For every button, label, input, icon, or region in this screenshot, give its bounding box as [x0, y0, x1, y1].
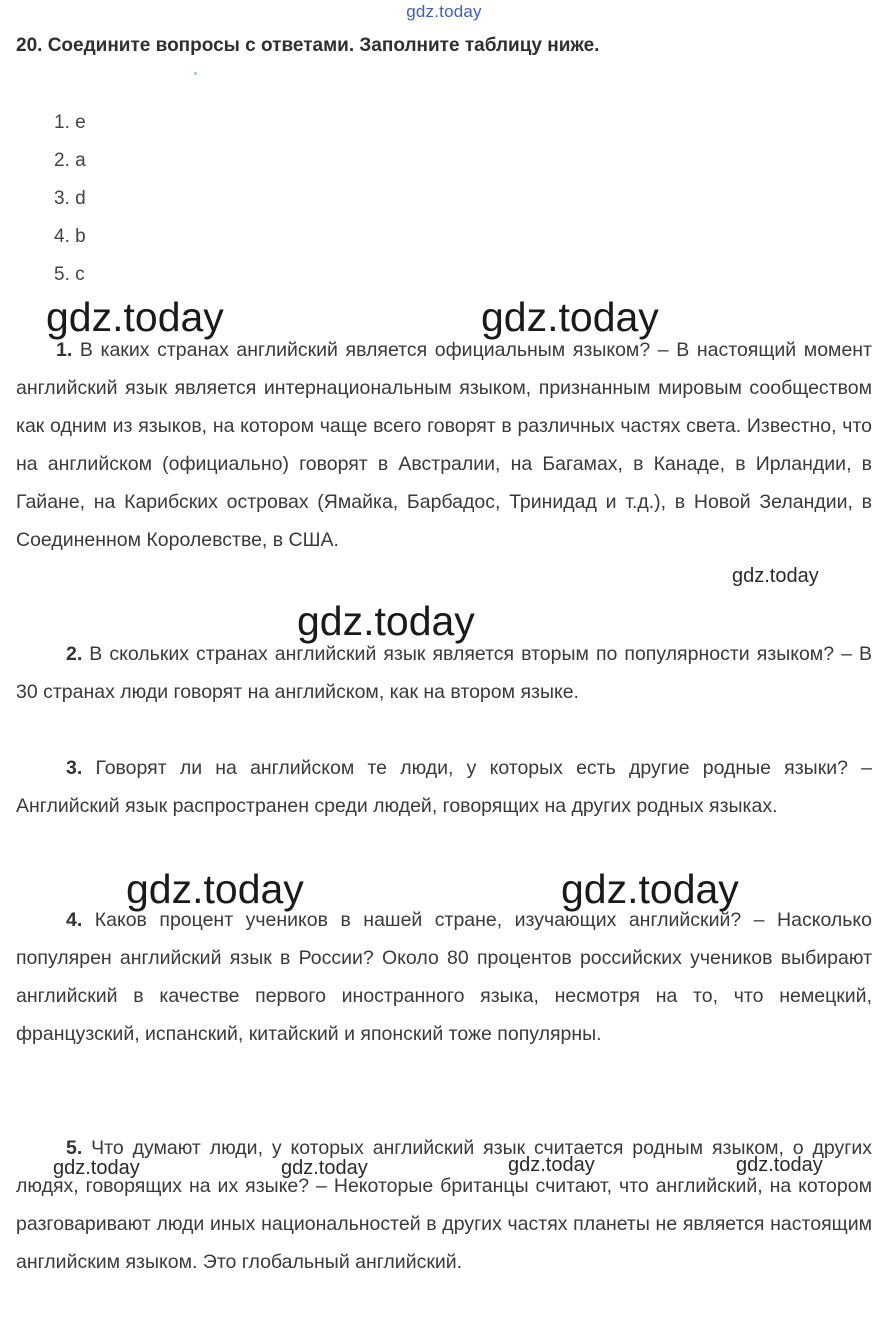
- answer-item: 3. d: [54, 188, 86, 209]
- answer-list: [54, 109, 86, 299]
- exercise-heading: 20. Соедините вопросы с ответами. Заполните таблицу ниже.: [16, 35, 600, 56]
- watermark: gdz.today: [126, 866, 304, 912]
- answer-paragraph-2: [16, 635, 872, 711]
- paragraph-text: В каких странах английский является официальным языком? – В настоящий момент английский язык является интернациональным языком, признанным мировым сообществом как одним из языков, на котором чаще всего говорят в различных частях света. Известно, что на английском (официально) говорят в Австралии, на Багамах, в Канаде, в Ирландии, в Гайане, на Карибских островах (Ямайка, Барбадос, Тринидад и т.д.), в Новой Зеландии, в Соединенном Королевстве, в США.: [16, 339, 872, 551]
- answer-paragraph-4: [16, 901, 872, 1053]
- paragraph-text: Говорят ли на английском те люди, у которых есть другие родные языки? – Английский язык распространен среди людей, говорящих на других родных языках.: [16, 757, 872, 817]
- watermark: gdz.today: [561, 866, 739, 912]
- paragraph-number: 2.: [66, 643, 83, 665]
- watermark: gdz.today: [53, 1157, 140, 1179]
- watermark-top: gdz.today: [406, 2, 482, 21]
- answer-paragraph-1: [16, 331, 872, 559]
- paragraph-number: 3.: [66, 757, 83, 779]
- watermark: gdz.today: [481, 294, 659, 340]
- watermark: gdz.today: [46, 294, 224, 340]
- paragraph-text: Что думают люди, у которых английский язык считается родным языком, о других людях, говорящих на их языке? – Некоторые британцы считают, что английский, на котором разговаривают люди иных национальностей в других частях планеты не является настоящим английским языком. Это глобальный английский.: [16, 1137, 872, 1273]
- watermark: gdz.today: [736, 1154, 823, 1176]
- answer-item: 1. e: [54, 112, 86, 133]
- paragraph-text: Каков процент учеников в нашей стране, изучающих английский? – Насколько популярен английский язык в России? Около 80 процентов российских учеников выбирают английский в качестве первого иностранного языка, несмотря на то, что немецкий, французский, испанский, китайский и японский тоже популярны.: [16, 909, 872, 1045]
- paragraph-text: В скольких странах английский язык является вторым по популярности языком? – В 30 странах люди говорят на английском, как на втором языке.: [16, 643, 872, 703]
- decorative-dot: [194, 72, 197, 75]
- watermark: gdz.today: [732, 565, 819, 587]
- paragraph-number: 5.: [66, 1137, 83, 1159]
- answer-item: 5. c: [54, 264, 85, 285]
- watermark: gdz.today: [297, 598, 475, 644]
- paragraph-number: 4.: [66, 909, 83, 931]
- answer-paragraph-5: [16, 1129, 872, 1281]
- paragraph-number: 1.: [56, 339, 73, 361]
- answer-paragraph-3: [16, 749, 872, 825]
- answer-item: 2. a: [54, 150, 86, 171]
- answer-item: 4. b: [54, 226, 86, 247]
- watermark: gdz.today: [281, 1157, 368, 1179]
- watermark: gdz.today: [508, 1154, 595, 1176]
